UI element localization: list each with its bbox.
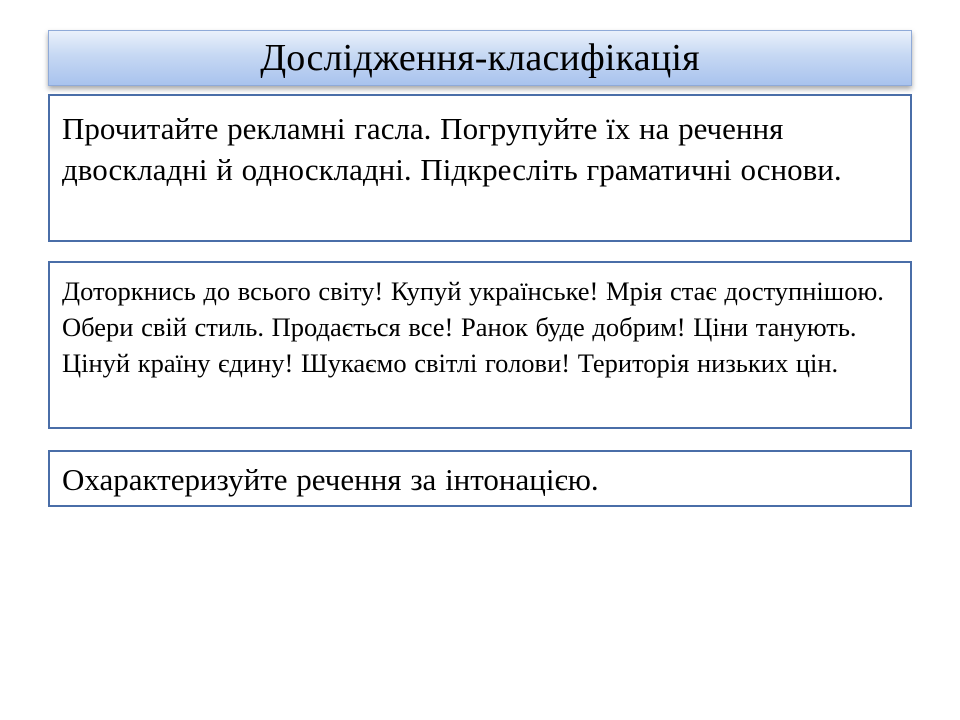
slogans-text: Доторкнись до всього світу! Купуй українське! Мрія стає доступнішою. Обери свій стиль. Продається все! Ранок буде добрим! Ціни танують. Цінуй країну єдину! Шукаємо світлі голови! Територія низьких цін. [62,276,884,378]
slide-title-bar [48,30,912,86]
task-text: Охарактеризуйте речення за інтонацією. [62,462,599,497]
slogans-box [48,261,912,429]
task-box [48,450,912,507]
instruction-box [48,94,912,242]
slide-title: Дослідження-класифікація [260,37,700,79]
instruction-text: Прочитайте рекламні гасла. Погрупуйте їх на речення двоскладні й односкладні. Підкресліть граматичні основи. [62,111,842,187]
